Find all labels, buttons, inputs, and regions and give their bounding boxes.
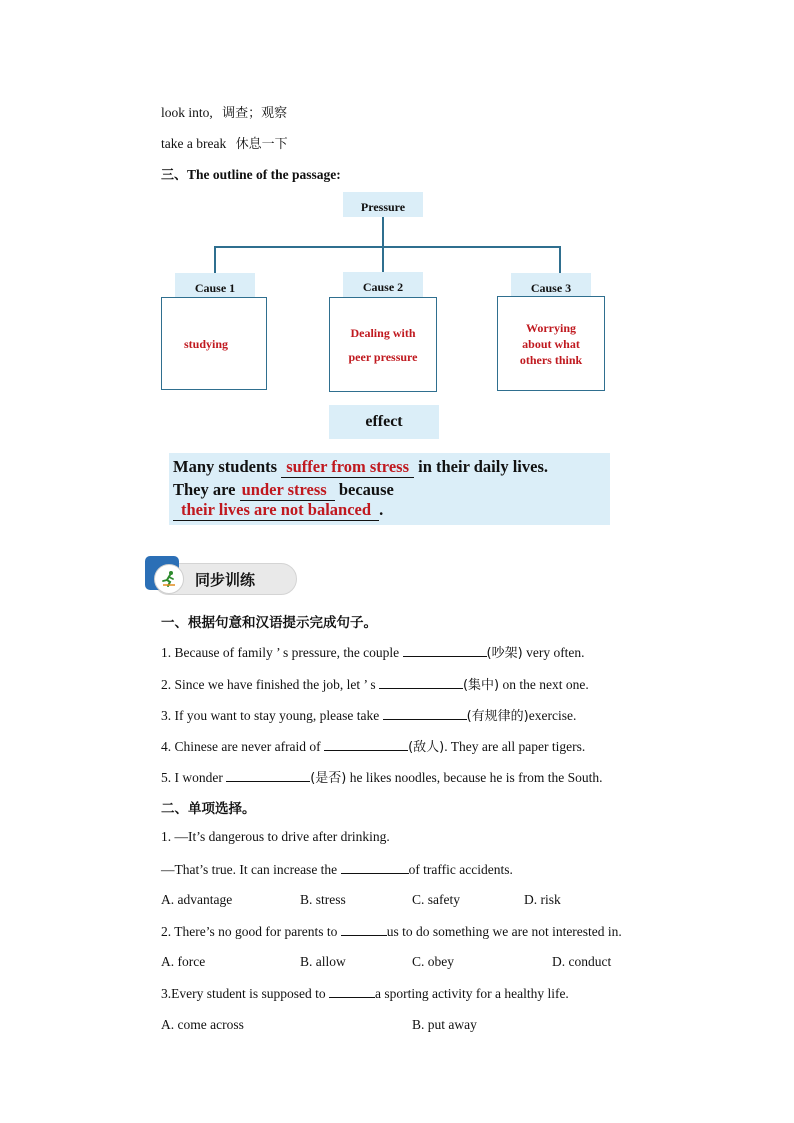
q-text: a sporting activity for a healthy life. [375, 986, 569, 1001]
cause1-text: studying [184, 336, 229, 351]
effect-box [329, 405, 439, 439]
q3-stem [161, 985, 569, 1002]
summary-line-3 [173, 500, 383, 521]
heading-text: The outline of the passage: [187, 167, 341, 182]
vocab-en: take a break [161, 136, 227, 151]
vocab-cn: 休息一下 [235, 137, 288, 152]
summary-text: in their daily lives. [418, 457, 548, 476]
cn-hint: (集中) [462, 678, 500, 693]
summary-text: . [379, 500, 384, 519]
part2-heading: 二、单项选择。 [161, 801, 256, 817]
cause1-connector [214, 246, 216, 273]
q2-option[interactable]: C. obey [412, 954, 454, 969]
summary-line-2 [173, 480, 394, 501]
summary-text: They are [173, 480, 236, 499]
part1-item [161, 642, 585, 661]
item-text: . They are all paper tigers. [444, 739, 586, 754]
cause1-label: Cause 1 [175, 273, 255, 297]
cause2-label: Cause 2 [343, 272, 423, 297]
answer-blank[interactable] [341, 923, 387, 936]
item-text: on the next one. [502, 677, 589, 692]
q1-option[interactable]: B. stress [300, 892, 346, 907]
summary-line-1 [173, 457, 548, 478]
badge-title: 同步训练 [195, 571, 256, 589]
q1-option[interactable]: A. advantage [161, 892, 233, 907]
q2-option[interactable]: B. allow [300, 954, 346, 969]
item-text: exercise. [528, 708, 577, 723]
cause2-box [329, 297, 437, 392]
cause3-label: Cause 3 [511, 273, 591, 297]
answer-blank[interactable] [329, 985, 375, 998]
q-text: 3.Every student is supposed to [161, 986, 326, 1001]
item-text: 4. Chinese are never afraid of [161, 739, 321, 754]
cn-hint: (是否) [310, 771, 347, 786]
item-text: very often. [526, 645, 585, 660]
q-text: of traffic accidents. [408, 862, 513, 877]
answer-blank[interactable] [379, 676, 463, 689]
cause3-connector [559, 246, 561, 273]
part1-item [161, 674, 589, 693]
part1-item [161, 705, 576, 724]
summary-text: because [338, 480, 394, 499]
answer-blank-1: suffer from stress [281, 457, 414, 478]
part1-item [161, 736, 585, 755]
cause1-box [161, 297, 267, 390]
cn-hint: (敌人) [408, 740, 445, 755]
vocab-line-2 [161, 133, 288, 152]
answer-blank[interactable] [403, 644, 487, 657]
section-badge [145, 556, 305, 600]
item-text: he likes noodles, because he is from the South. [349, 770, 603, 785]
q1-reply [161, 861, 513, 878]
answer-blank[interactable] [383, 707, 467, 720]
q1-stem: 1. —It’s dangerous to drive after drinking. [161, 829, 390, 844]
vocab-cn: 调查；观察 [222, 106, 288, 121]
q1-option[interactable]: C. safety [412, 892, 460, 907]
item-text: 5. I wonder [161, 770, 223, 785]
part1-heading: 一、根据句意和汉语提示完成句子。 [161, 615, 377, 631]
q1-option[interactable]: D. risk [524, 892, 561, 907]
answer-blank[interactable] [324, 738, 408, 751]
answer-blank-3: their lives are not balanced [173, 500, 379, 521]
q-text: —That’s true. It can increase the [161, 862, 338, 877]
horizontal-connector [214, 246, 561, 248]
outline-heading [161, 164, 341, 183]
item-text: 2. Since we have finished the job, let ’ s [161, 677, 376, 692]
q3-option[interactable]: B. put away [412, 1017, 477, 1032]
heading-number: 三、 [161, 168, 188, 183]
vocab-en: look into, [161, 105, 213, 120]
item-text: 3. If you want to stay young, please take [161, 708, 380, 723]
cause2-text-line: Dealing with [350, 325, 416, 340]
q-text: 2. There’s no good for parents to [161, 924, 338, 939]
q-text: us to do something we are not interested in. [386, 924, 622, 939]
q3-option[interactable]: A. come across [161, 1017, 244, 1032]
cause3-box [497, 296, 605, 391]
cn-hint: (吵架) [486, 646, 523, 661]
root-box: Pressure [343, 192, 423, 217]
q2-stem [161, 923, 622, 940]
effect-label: effect [365, 413, 403, 430]
answer-blank[interactable] [341, 861, 409, 874]
cause3-text-line: others think [519, 352, 583, 367]
item-text: 1. Because of family ’ s pressure, the couple [161, 645, 400, 660]
cause3-text-line: about what [522, 336, 580, 351]
cause2-text-line: peer pressure [348, 349, 418, 364]
runner-icon [154, 564, 184, 594]
answer-blank-2: under stress [240, 480, 335, 501]
summary-text: Many students [173, 457, 278, 476]
summary-box [169, 453, 610, 525]
cn-hint: (有规律的) [466, 709, 529, 724]
cause3-text-line: Worrying [526, 320, 576, 335]
answer-blank[interactable] [226, 769, 310, 782]
q2-option[interactable]: D. conduct [552, 954, 612, 969]
part1-item [161, 767, 602, 786]
root-connector [382, 217, 384, 273]
vocab-line-1 [161, 102, 287, 121]
q2-option[interactable]: A. force [161, 954, 206, 969]
